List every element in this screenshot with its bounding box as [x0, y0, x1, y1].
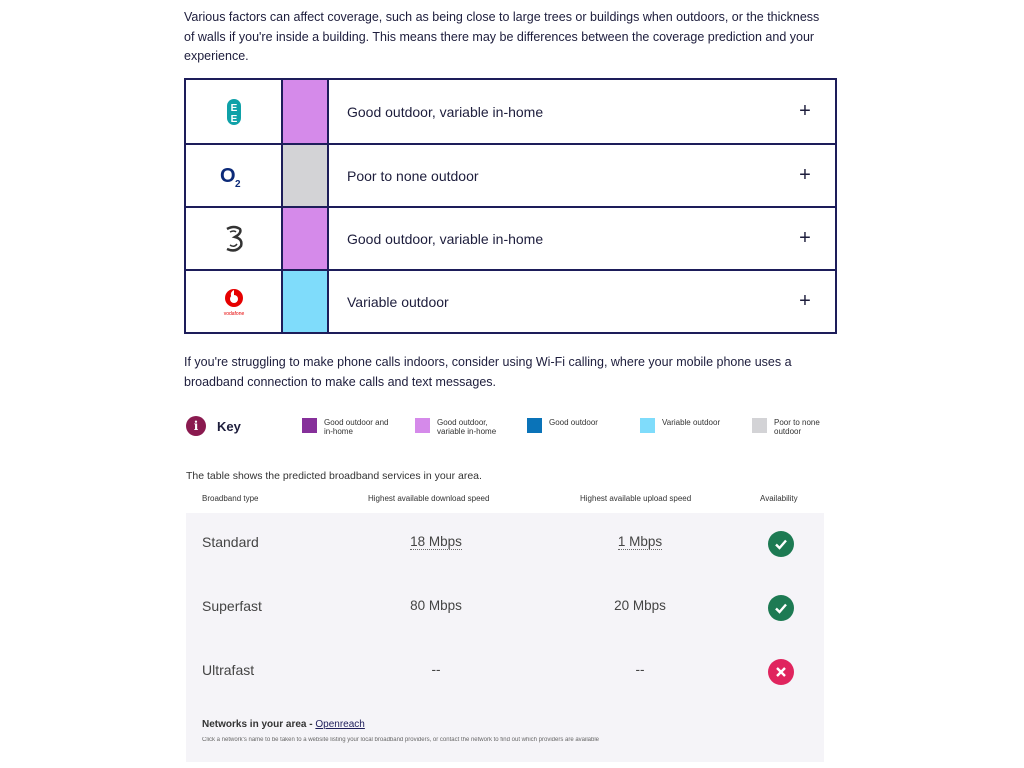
- svg-text:O: O: [219, 164, 236, 187]
- vodafone-logo-icon: [216, 287, 252, 317]
- svg-text:E: E: [230, 113, 237, 125]
- svg-text:vodafone: vodafone: [223, 310, 244, 317]
- key-label: Good outdoor and in-home: [324, 418, 389, 436]
- upload-speed-value: --: [635, 662, 645, 677]
- upload-speed-value: 20 Mbps: [614, 598, 666, 613]
- key-swatch: [527, 418, 542, 433]
- key-item: [302, 418, 390, 436]
- key-item: [640, 418, 728, 433]
- coverage-intro-text: Various factors can affect coverage, such as being close to large trees or buildings when outdoors, or the thickness of walls if you're inside a building. This means there may be differences between the coverage prediction and your experience.: [184, 10, 820, 63]
- key-title: Key: [217, 419, 241, 434]
- mobile-coverage-table: [184, 78, 837, 334]
- networks-label: Networks in your area -: [202, 719, 316, 730]
- broadband-table: [186, 513, 824, 762]
- download-speed-value: 80 Mbps: [410, 598, 462, 613]
- coverage-swatch: [283, 271, 329, 332]
- key-label: Good outdoor, variable in-home: [437, 418, 497, 436]
- broadband-type: Superfast: [202, 598, 262, 614]
- expand-plus-icon[interactable]: +: [799, 164, 811, 186]
- networks-in-area: [202, 719, 365, 730]
- download-speed: [376, 662, 496, 677]
- download-speed-value[interactable]: 18 Mbps: [410, 534, 462, 549]
- available-check-icon: [768, 531, 794, 557]
- coverage-status: Poor to none outdoor: [347, 167, 479, 184]
- ee-logo-cell: [186, 80, 283, 143]
- download-speed: [376, 598, 496, 613]
- key-label: Good outdoor: [549, 418, 598, 427]
- coverage-row-o2[interactable]: [186, 143, 835, 206]
- o2-logo-icon: [219, 163, 249, 189]
- key-item: [752, 418, 840, 436]
- o2-logo-cell: [186, 145, 283, 206]
- broadband-caption: The table shows the predicted broadband services in your area.: [186, 470, 482, 482]
- available-check-icon: [768, 595, 794, 621]
- key-item: [527, 418, 615, 433]
- coverage-status: Good outdoor, variable in-home: [347, 230, 544, 247]
- coverage-key: [186, 414, 836, 454]
- three-logo-cell: [186, 208, 283, 269]
- upload-speed: [580, 598, 700, 613]
- coverage-status: Good outdoor, variable in-home: [347, 103, 544, 120]
- svg-text:E: E: [230, 102, 237, 114]
- expand-plus-icon[interactable]: +: [799, 227, 811, 249]
- broadband-type: Ultrafast: [202, 662, 255, 678]
- coverage-swatch: [283, 208, 329, 269]
- table-row: [186, 524, 824, 564]
- three-logo-icon: [222, 225, 246, 253]
- upload-speed-value[interactable]: 1 Mbps: [617, 534, 663, 549]
- info-icon: i: [186, 416, 206, 436]
- header-download-speed: Highest available download speed: [368, 494, 490, 503]
- key-label: Poor to none outdoor: [774, 418, 820, 436]
- key-item: [415, 418, 503, 436]
- networks-fineprint: Click a network's name to be taken to a website listing your local broadband providers, or contact the network to find out which providers are available: [202, 737, 600, 743]
- broadband-type: Standard: [202, 534, 259, 550]
- expand-plus-icon[interactable]: +: [799, 290, 811, 312]
- key-swatch: [640, 418, 655, 433]
- coverage-swatch: [283, 145, 329, 206]
- header-broadband-type: Broadband type: [202, 494, 259, 503]
- key-label: Variable outdoor: [662, 418, 721, 427]
- openreach-link[interactable]: Openreach: [315, 719, 365, 730]
- table-row: [186, 588, 824, 628]
- coverage-row-three[interactable]: [186, 206, 835, 269]
- unavailable-cross-icon: [768, 659, 794, 685]
- svg-text:2: 2: [234, 178, 241, 189]
- ee-logo-icon: [225, 98, 243, 126]
- coverage-row-ee[interactable]: [186, 80, 835, 143]
- header-availability: Availability: [760, 494, 798, 503]
- table-row: [186, 652, 824, 692]
- expand-plus-icon[interactable]: +: [799, 100, 811, 122]
- coverage-swatch: [283, 80, 329, 143]
- vodafone-logo-cell: [186, 271, 283, 332]
- download-speed: [376, 534, 496, 549]
- coverage-row-vodafone[interactable]: [186, 269, 835, 332]
- key-swatch: [415, 418, 430, 433]
- coverage-status: Variable outdoor: [347, 293, 449, 310]
- wifi-calling-text: If you're struggling to make phone calls indoors, consider using Wi-Fi calling, where your mobile phone uses a broadband connection to make calls and text messages.: [184, 355, 792, 389]
- key-swatch: [752, 418, 767, 433]
- header-upload-speed: Highest available upload speed: [580, 494, 692, 503]
- upload-speed: [580, 534, 700, 549]
- key-swatch: [302, 418, 317, 433]
- download-speed-value: --: [431, 662, 441, 677]
- upload-speed: [580, 662, 700, 677]
